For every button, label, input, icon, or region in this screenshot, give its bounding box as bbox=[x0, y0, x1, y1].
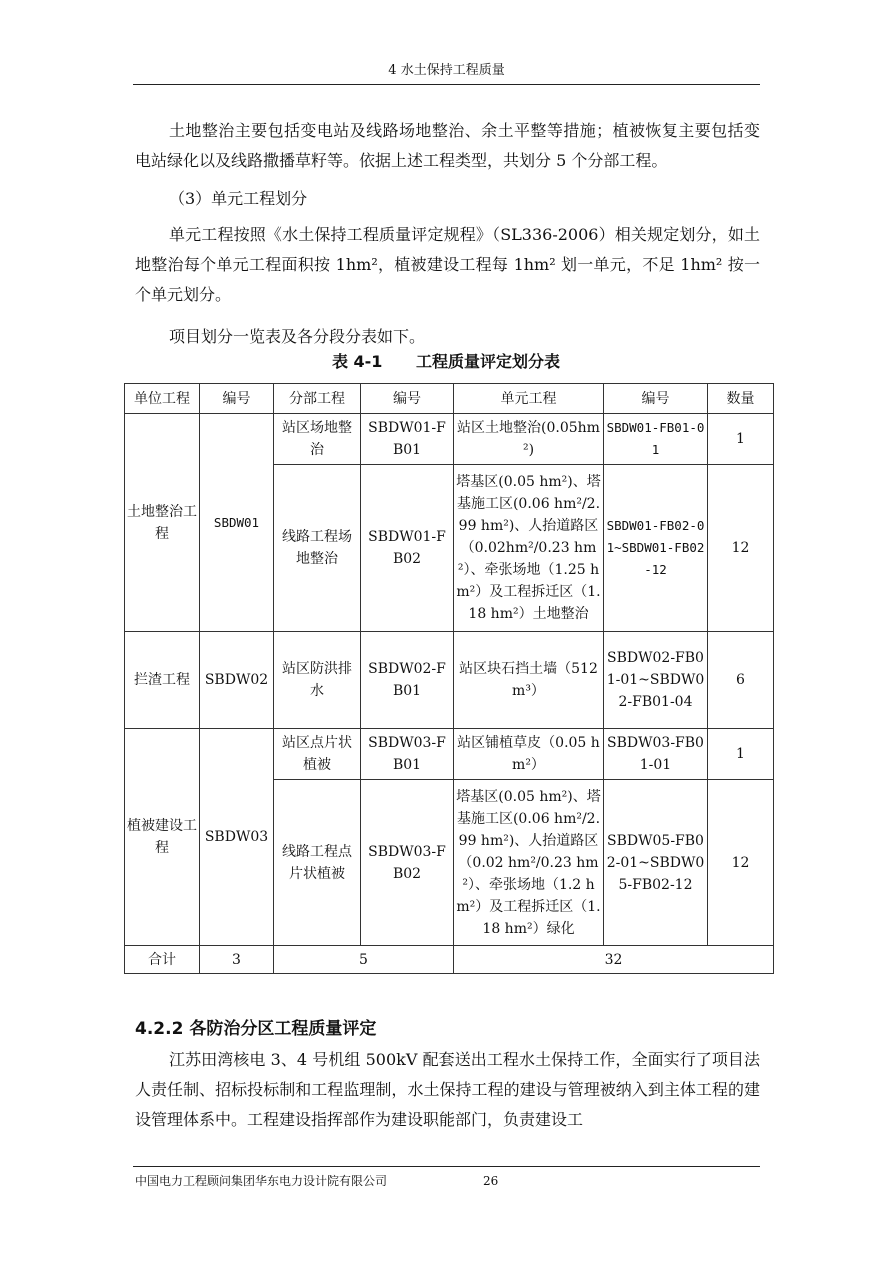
part-code-cell: SBDW03-FB02 bbox=[361, 780, 454, 946]
element-cell: 塔基区(0.05 hm²)、塔基施工区(0.06 hm²/2.99 hm²)、人抬道路区（0.02hm²/0.23 hm²）、牵张场地（1.25 hm²）及工程拆迁区（1.18 hm²）土地整治 bbox=[454, 465, 604, 632]
paragraph-subheading-unit-division: （3）单元工程划分 bbox=[169, 189, 308, 208]
total-parts-cell: 5 bbox=[274, 946, 454, 974]
page-number: 26 bbox=[483, 1174, 499, 1188]
unit-name-cell: 拦渣工程 bbox=[125, 632, 200, 729]
total-elements-cell: 32 bbox=[454, 946, 774, 974]
element-cell: 站区块石挡土墙（512m³） bbox=[454, 632, 604, 729]
footer-organization: 中国电力工程顾问集团华东电力设计院有限公司 bbox=[135, 1174, 388, 1188]
table-row bbox=[125, 729, 774, 780]
quantity-cell: 12 bbox=[708, 780, 774, 946]
header-cell: 分部工程 bbox=[274, 384, 361, 414]
unit-name-cell: 土地整治工程 bbox=[125, 414, 200, 632]
element-cell: 塔基区(0.05 hm²)、塔基施工区(0.06 hm²/2.99 hm²)、人抬道路区（0.02 hm²/0.23 hm²）、牵张场地（1.2 hm²）及工程拆迁区（1.18 hm²）绿化 bbox=[454, 780, 604, 946]
header-title: 4 水土保持工程质量 bbox=[388, 63, 505, 78]
header-cell: 编号 bbox=[604, 384, 708, 414]
paragraph-land-vegetation: 土地整治主要包括变电站及线路场地整治、余土平整等措施；植被恢复主要包括变电站绿化以及线路撒播草籽等。依据上述工程类型，共划分 5 个分部工程。 bbox=[135, 121, 760, 170]
header-cell: 单位工程 bbox=[125, 384, 200, 414]
paragraph-table-intro: 项目划分一览表及各分段分表如下。 bbox=[169, 327, 426, 346]
element-cell: 站区铺植草皮（0.05 hm²） bbox=[454, 729, 604, 780]
element-code-cell: SBDW01-FB01-01 bbox=[604, 414, 708, 465]
quality-division-table bbox=[124, 383, 774, 974]
part-name-cell: 站区点片状植被 bbox=[274, 729, 361, 780]
page-footer bbox=[133, 1166, 760, 1191]
element-code-cell: SBDW01-FB02-01~SBDW01-FB02-12 bbox=[604, 465, 708, 632]
table-header-row bbox=[125, 384, 774, 414]
part-name-cell: 站区场地整治 bbox=[274, 414, 361, 465]
unit-code-cell: SBDW02 bbox=[200, 632, 274, 729]
table-row bbox=[125, 632, 774, 729]
element-cell: 站区土地整治(0.05hm²) bbox=[454, 414, 604, 465]
part-name-cell: 站区防洪排水 bbox=[274, 632, 361, 729]
quantity-cell: 12 bbox=[708, 465, 774, 632]
element-code-cell: SBDW05-FB02-01~SBDW05-FB02-12 bbox=[604, 780, 708, 946]
unit-code-cell: SBDW03 bbox=[200, 729, 274, 946]
quantity-cell: 1 bbox=[708, 414, 774, 465]
part-code-cell: SBDW01-FB02 bbox=[361, 465, 454, 632]
part-name-cell: 线路工程场地整治 bbox=[274, 465, 361, 632]
header-cell: 数量 bbox=[708, 384, 774, 414]
paragraph-unit-division: 单元工程按照《水土保持工程质量评定规程》（SL336-2006）相关规定划分，如土地整治每个单元工程面积按 1hm²，植被建设工程每 1hm² 划一单元，不足 1hm² 按一个单元划分。 bbox=[135, 225, 760, 304]
table-row bbox=[125, 414, 774, 465]
header-cell: 单元工程 bbox=[454, 384, 604, 414]
unit-name-cell: 植被建设工程 bbox=[125, 729, 200, 946]
paragraph-quality-assessment: 江苏田湾核电 3、4 号机组 500kV 配套送出工程水土保持工作，全面实行了项目法人责任制、招标投标制和工程监理制，水土保持工程的建设与管理被纳入到主体工程的建设管理体系中。工程建设指挥部作为建设职能部门，负责建设工 bbox=[135, 1050, 760, 1129]
part-code-cell: SBDW02-FB01 bbox=[361, 632, 454, 729]
part-name-cell: 线路工程点片状植被 bbox=[274, 780, 361, 946]
table-total-row bbox=[125, 946, 774, 974]
part-code-cell: SBDW01-FB01 bbox=[361, 414, 454, 465]
section-heading: 4.2.2 各防治分区工程质量评定 bbox=[135, 1019, 377, 1039]
table-caption bbox=[0, 349, 892, 372]
quantity-cell: 6 bbox=[708, 632, 774, 729]
part-code-cell: SBDW03-FB01 bbox=[361, 729, 454, 780]
page-header bbox=[133, 58, 760, 85]
total-label-cell: 合计 bbox=[125, 946, 200, 974]
table-caption-number: 表 4-1 bbox=[331, 352, 383, 371]
total-units-cell: 3 bbox=[200, 946, 274, 974]
element-code-cell: SBDW02-FB01-01~SBDW02-FB01-04 bbox=[604, 632, 708, 729]
table-caption-title: 工程质量评定划分表 bbox=[416, 352, 561, 371]
header-cell: 编号 bbox=[200, 384, 274, 414]
element-code-cell: SBDW03-FB01-01 bbox=[604, 729, 708, 780]
quantity-cell: 1 bbox=[708, 729, 774, 780]
header-cell: 编号 bbox=[361, 384, 454, 414]
unit-code-cell: SBDW01 bbox=[200, 414, 274, 632]
